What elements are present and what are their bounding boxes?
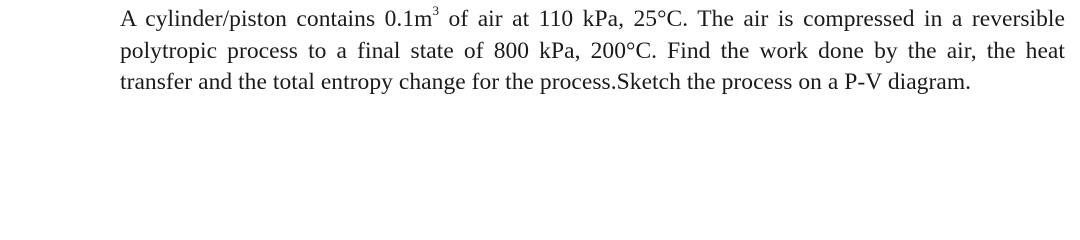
cubic-exponent: 3: [432, 3, 440, 19]
problem-text-part2: of air at 110 kPa, 25°C. The air is compressed in a reversible polytropic process to a final state of 800 kPa, 200°C. Find the work done by the air, the heat transfer and the total entropy change for the process.Sketch the process on a P-V diagram.: [120, 6, 1065, 95]
problem-text-part1: A cylinder/piston contains 0.1m: [120, 6, 433, 32]
problem-statement: [120, 4, 1065, 99]
